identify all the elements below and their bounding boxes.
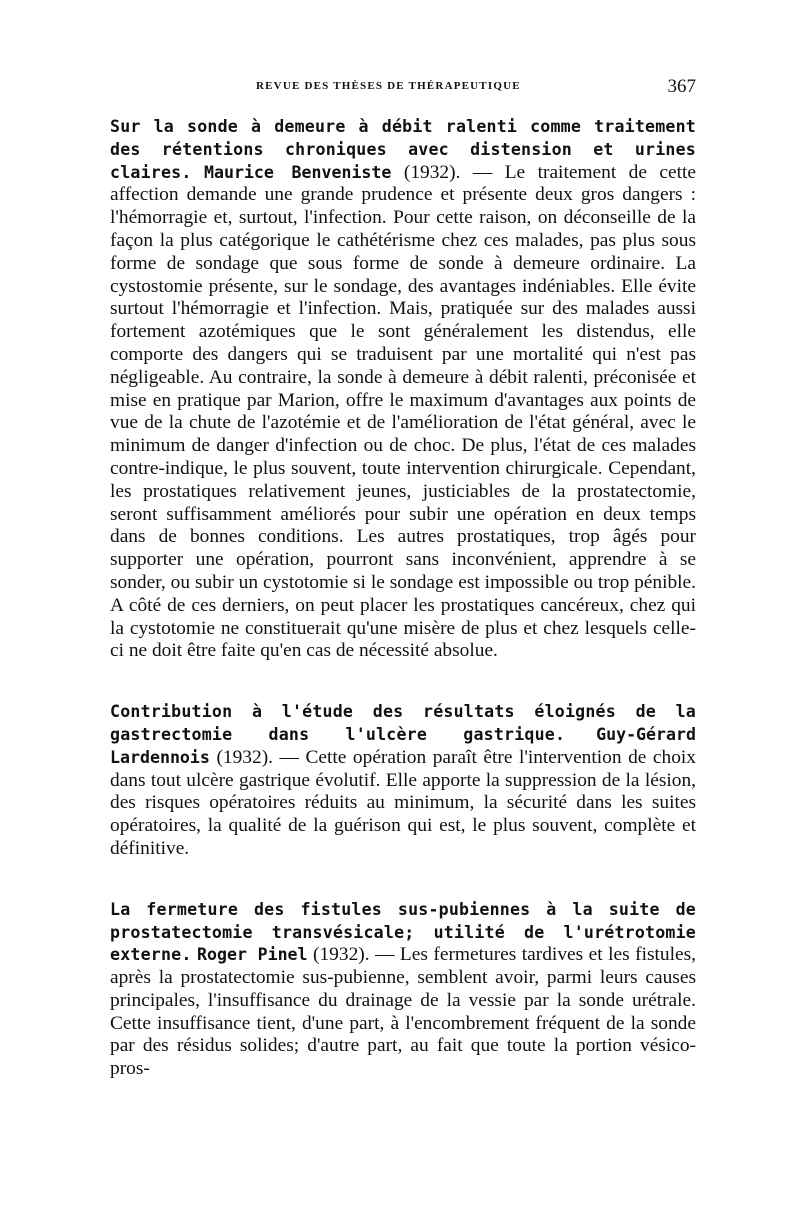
thesis-entry-benveniste <box>110 116 696 663</box>
entry-author: Roger Pinel <box>197 945 308 965</box>
thesis-entry-lardennois <box>110 701 696 861</box>
entry-body: — Le traitement de cette affection demande une grande prudence et présente deux gros dangers : l'hémorragie et, surtout, l'infection. Pour cette raison, on déconseille de la façon la plus catégorique le cathétérisme chez ces malades, pas plus sous forme de sondage que sous forme de sonde à demeure ordinaire. La cystostomie présente, sur le sondage, des avantages indéniables. Elle évite surtout l'hémorragie et l'infection. Mais, pratiquée sur des malades aussi fortement azotémiques que le sont généralement les distendus, elle comporte des dangers qui se traduisent par une mortalité qui n'est pas négligeable. Au contraire, la sonde à demeure à débit ralenti, préconisée et mise en pratique par Marion, offre le maximum d'avantages aux points de vue de la chute de l'azotémie et de l'amélioration de l'état général, avec le minimum de danger d'infection ou de choc. De plus, l'état de ces malades contre-indique, le plus souvent, toute intervention chirurgicale. Cependant, les prostatiques relativement jeunes, justiciables de la prostatectomie, seront suffisamment améliorés pour subir une opération en deux temps dans de bonnes conditions. Les autres prostatiques, trop âgés pour supporter une opération, pourront sans inconvénient, apprendre à se sonder, ou subir un cystotomie si le sondage est impossible ou trop pénible. A côté de ces derniers, on peut placer les prostatiques cancéreux, chez qui la cystotomie ne constituerait qu'une misère de plus et chez lesquels celle-ci ne doit être faite qu'en cas de nécessité absolue. <box>110 161 696 662</box>
entry-body: — Cette opération paraît être l'intervention de choix dans tout ulcère gastrique évolutif. Elle apporte la suppression de la lésion, des risques opératoires réduits au minimum, la sécurité dans les suites opératoires, la qualité de la guérison qui est, le plus souvent, complète et définitive. <box>110 746 696 859</box>
entry-body: — Les fermetures tardives et les fistules, après la prostatectomie sus-pubienne, semblent avoir, parmi leurs causes principales, l'insuffisance du drainage de la vessie par la sonde urétrale. Cette insuffisance tient, d'une part, à l'encombrement fréquent de la sonde par des résidus solides; d'autre part, au fait que toute la portion vésico-pros- <box>110 944 696 1080</box>
document-page <box>110 76 696 1081</box>
running-header <box>110 76 696 100</box>
running-title: REVUE DES THÈSES DE THÉRAPEUTIQUE <box>256 80 521 92</box>
entry-year: (1932). <box>403 161 461 183</box>
entry-title: La fermeture des fistules sus-pubiennes à la suite de prostatectomie transvésicale; utilité de l'urétrotomie externe. <box>110 899 696 965</box>
entry-title: Contribution à l'étude des résultats éloignés de la gastrectomie dans l'ulcère gastrique. <box>110 702 696 744</box>
entry-author: Maurice Benveniste <box>203 162 392 182</box>
entry-author: Guy-Gérard Lardennois <box>110 724 696 767</box>
entry-year: (1932). <box>313 944 370 966</box>
entry-title: Sur la sonde à demeure à débit ralenti comme traitement des rétentions chroniques avec distension et urines claires. <box>110 117 696 182</box>
thesis-entry-pinel <box>110 899 696 1081</box>
entry-year: (1932). <box>216 746 273 768</box>
page-number: 367 <box>667 76 696 97</box>
